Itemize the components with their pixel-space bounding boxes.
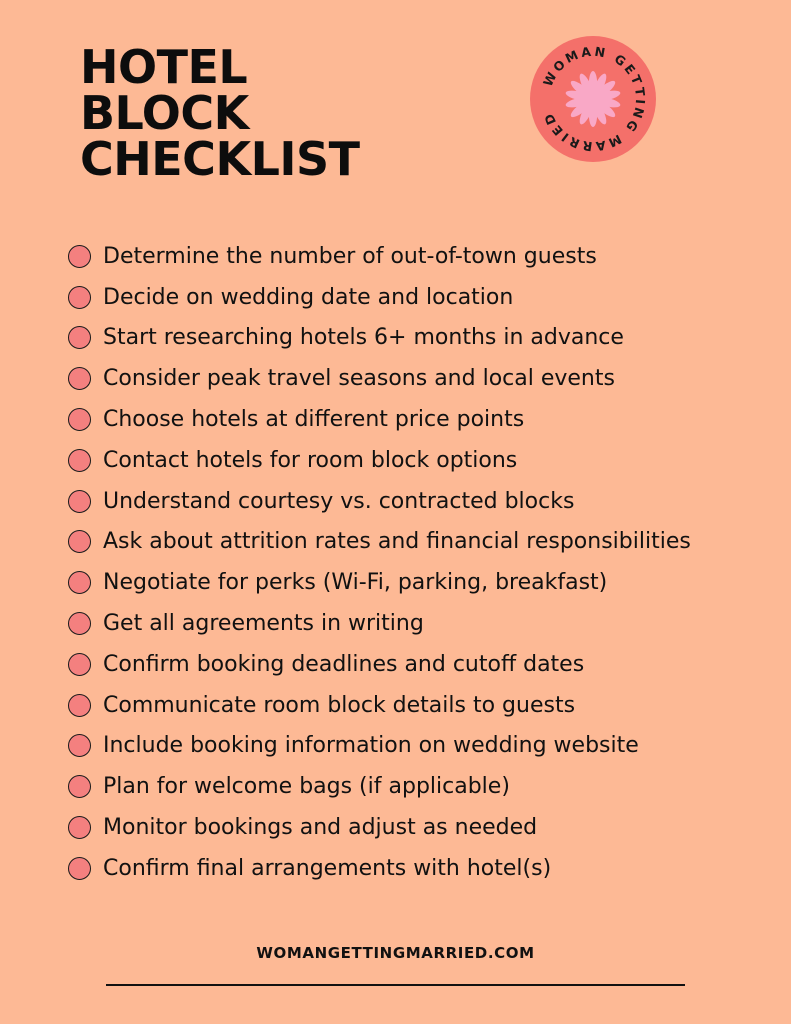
checkbox-circle[interactable] [68, 653, 91, 676]
checklist-item[interactable] [68, 644, 691, 685]
checklist-item-label: Ask about attrition rates and financial responsibilities [103, 529, 691, 555]
checklist-item-label: Confirm final arrangements with hotel(s) [103, 855, 552, 881]
checklist-item-label: Consider peak travel seasons and local events [103, 366, 615, 392]
checklist-item[interactable] [68, 522, 691, 563]
checkbox-circle[interactable] [68, 408, 91, 431]
checklist-item[interactable] [68, 399, 691, 440]
checkbox-circle[interactable] [68, 490, 91, 513]
checklist-item-label: Understand courtesy vs. contracted blocks [103, 488, 575, 514]
checklist-item-label: Confirm booking deadlines and cutoff dates [103, 651, 585, 677]
checklist-item[interactable] [68, 562, 691, 603]
checkbox-circle[interactable] [68, 245, 91, 268]
flower-center [587, 93, 599, 105]
checklist-item[interactable] [68, 685, 691, 726]
checklist-item[interactable] [68, 277, 691, 318]
checklist-item-label: Determine the number of out-of-town guests [103, 243, 597, 269]
page-title [80, 40, 360, 186]
checklist-item-label: Choose hotels at different price points [103, 407, 525, 433]
checkbox-circle[interactable] [68, 571, 91, 594]
checkbox-circle[interactable] [68, 734, 91, 757]
checklist-item-label: Plan for welcome bags (if applicable) [103, 774, 510, 800]
checklist-item[interactable] [68, 318, 691, 359]
checklist-item-label: Start researching hotels 6+ months in advance [103, 325, 624, 351]
checklist-item[interactable] [68, 726, 691, 767]
checkbox-circle[interactable] [68, 367, 91, 390]
checkbox-circle[interactable] [68, 326, 91, 349]
checklist-item-label: Contact hotels for room block options [103, 447, 518, 473]
badge-ring-text: WOMAN GETTING MARRIED [540, 43, 649, 155]
checklist-item-label: Get all agreements in writing [103, 611, 424, 637]
checkbox-circle[interactable] [68, 775, 91, 798]
checkbox-circle[interactable] [68, 816, 91, 839]
checklist-item[interactable] [68, 481, 691, 522]
checklist-item-label: Decide on wedding date and location [103, 284, 514, 310]
checklist-item-label: Include booking information on wedding website [103, 733, 639, 759]
checkbox-circle[interactable] [68, 449, 91, 472]
checklist-item[interactable] [68, 807, 691, 848]
checklist-item[interactable] [68, 603, 691, 644]
checkbox-circle[interactable] [68, 612, 91, 635]
checkbox-circle[interactable] [68, 530, 91, 553]
checklist-item-label: Negotiate for perks (Wi-Fi, parking, breakfast) [103, 570, 608, 596]
title-line-1: HOTEL [80, 40, 248, 94]
title-line-2: BLOCK [80, 86, 249, 140]
checklist [68, 236, 691, 889]
checkbox-circle[interactable] [68, 694, 91, 717]
checklist-item-label: Communicate room block details to guests [103, 692, 576, 718]
checklist-item[interactable] [68, 358, 691, 399]
checklist-item[interactable] [68, 848, 691, 889]
footer-divider [106, 984, 685, 986]
brand-logo [529, 35, 657, 163]
checklist-item[interactable] [68, 440, 691, 481]
title-line-3: CHECKLIST [80, 132, 360, 186]
checkbox-circle[interactable] [68, 857, 91, 880]
checklist-item[interactable] [68, 236, 691, 277]
footer-website-url: WOMANGETTINGMARRIED.COM [256, 944, 535, 962]
checklist-item[interactable] [68, 766, 691, 807]
checklist-item-label: Monitor bookings and adjust as needed [103, 815, 538, 841]
checkbox-circle[interactable] [68, 286, 91, 309]
brand-badge-svg [529, 35, 657, 163]
